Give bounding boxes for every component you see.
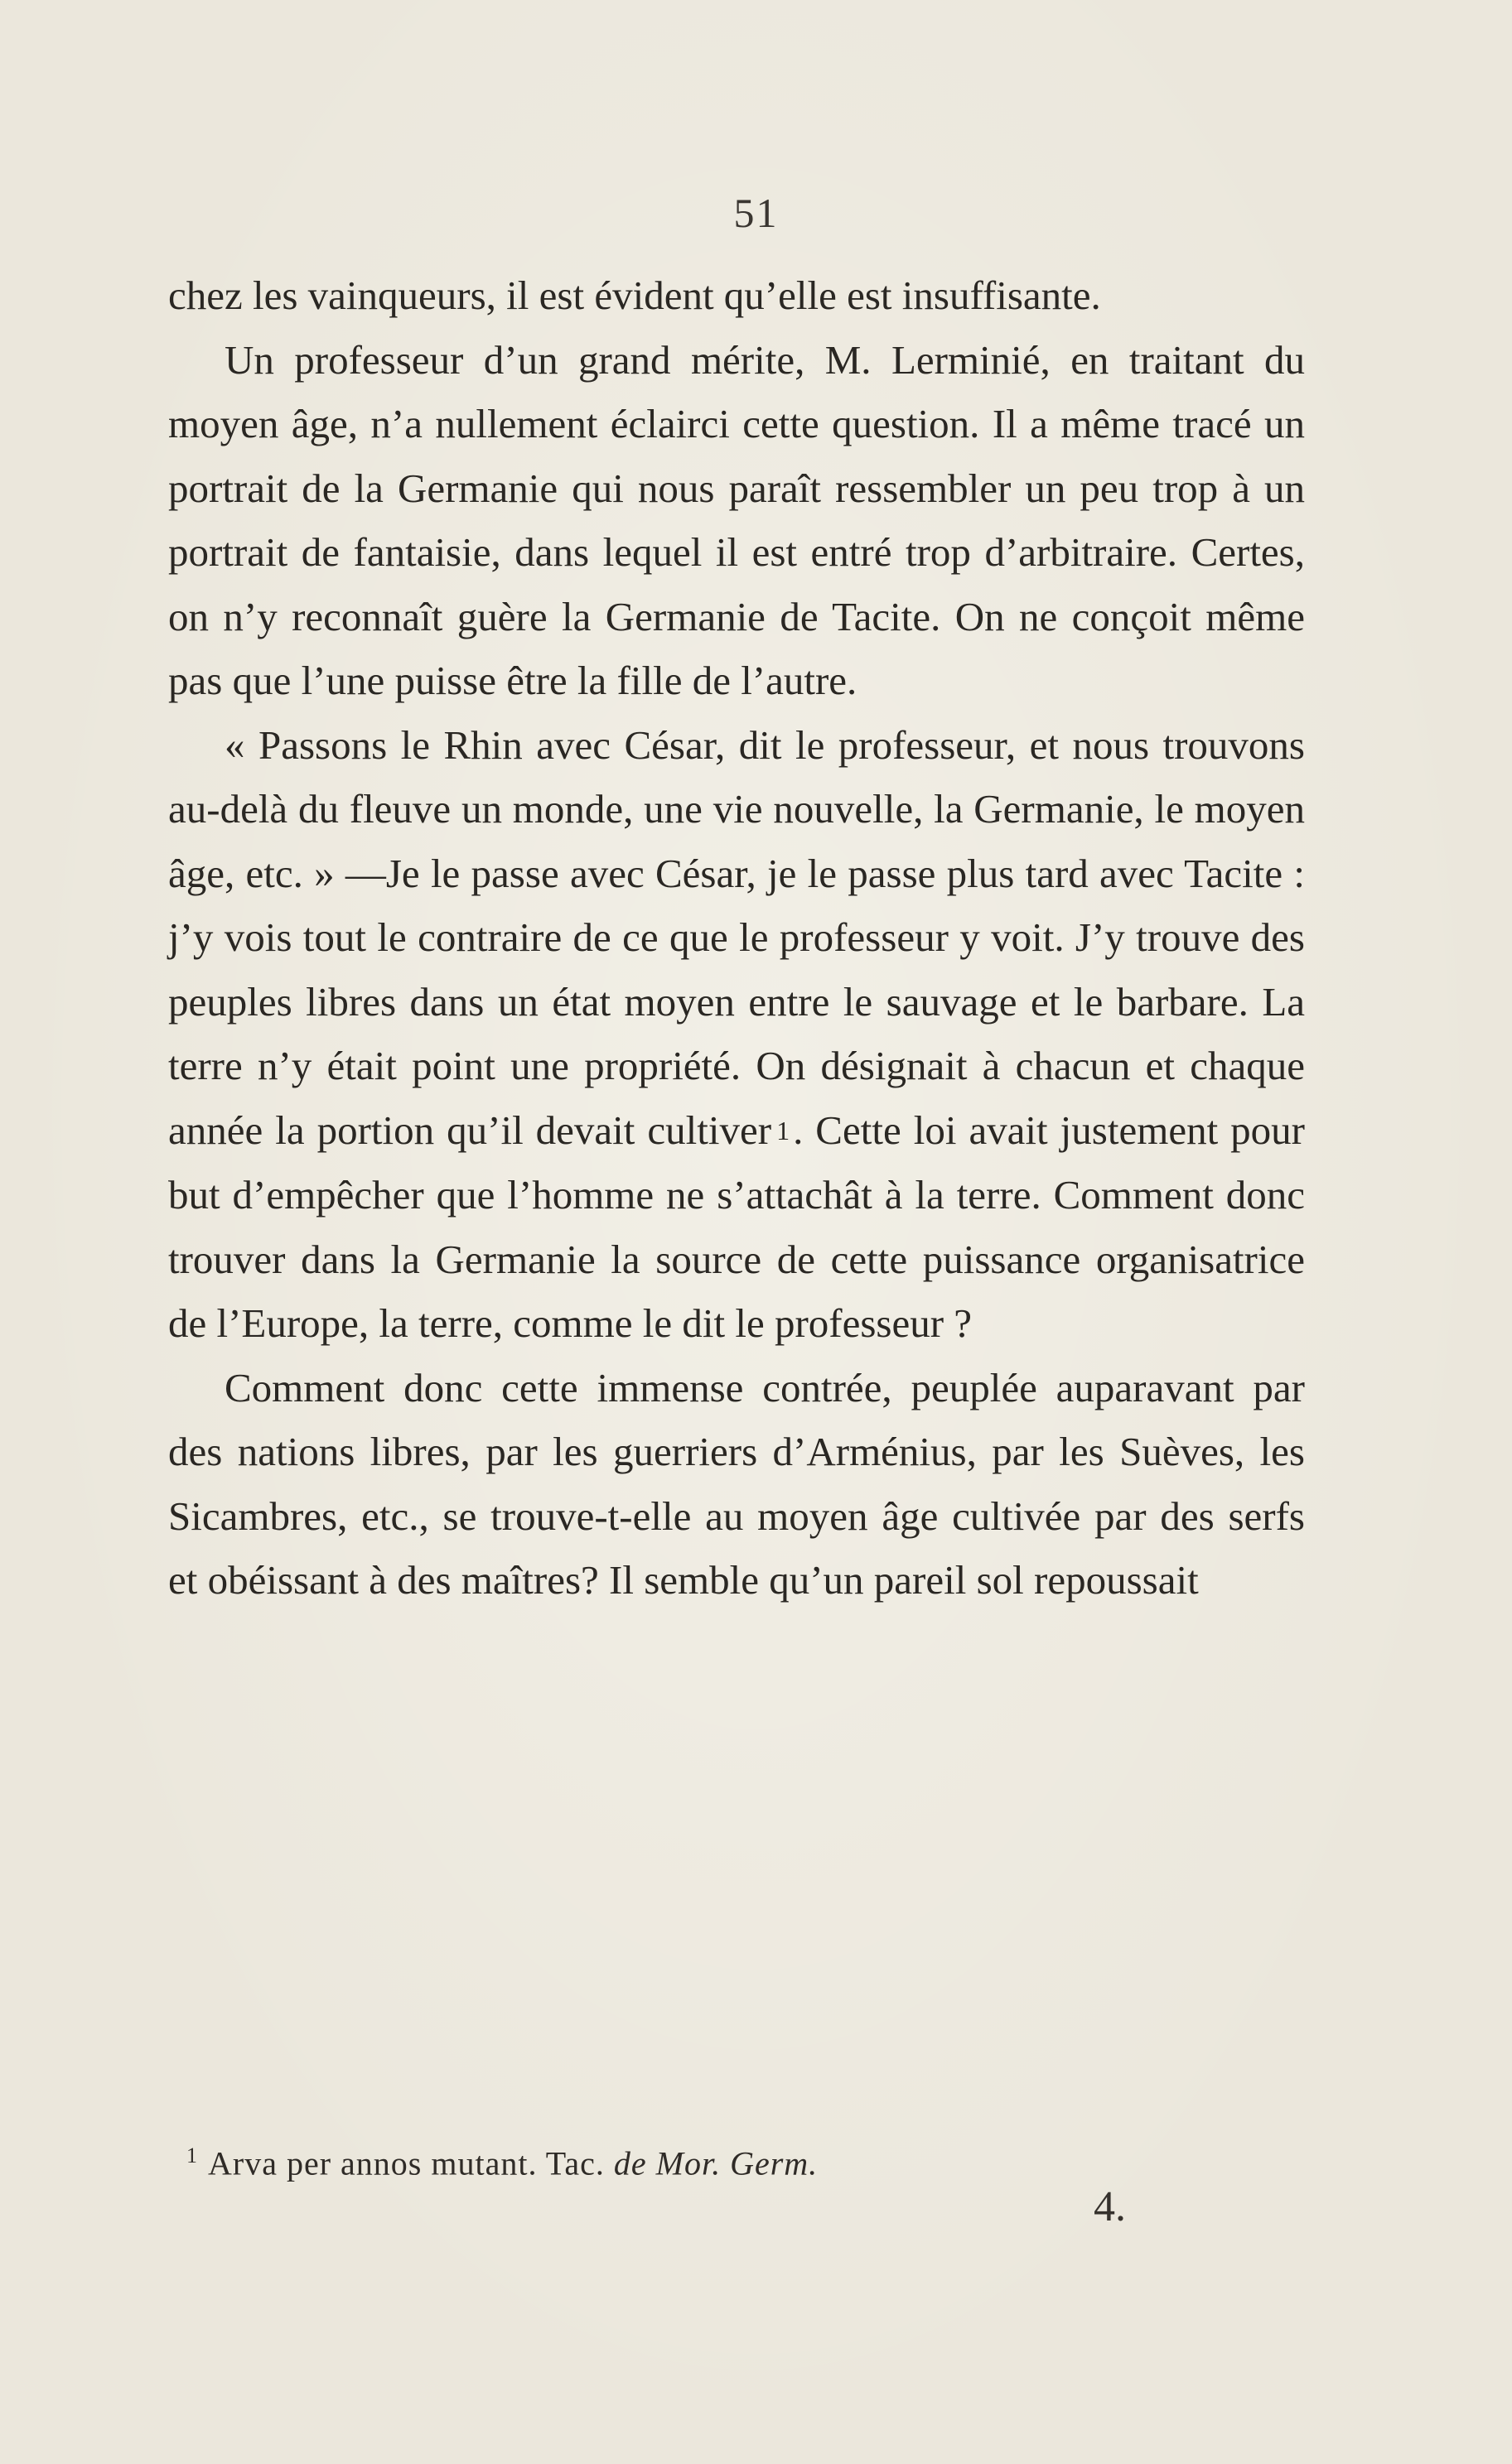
paragraph-2: Un professeur d’un grand mérite, M. Lerminié, en traitant du moyen âge, n’a nullement éclairci cette question. Il a même tracé un portrait de la Germanie qui nous paraît ressembler un peu trop à un portrait de fantaisie, dans lequel il est entré trop d’arbitraire. Certes, on n’y reconnaît guère la Germanie de Tacite. On ne conçoit même pas que l’une puisse être la fille de l’autre. xyxy=(168,336,1305,703)
page-number: 51 xyxy=(733,190,779,236)
body-text xyxy=(168,263,1305,1613)
footnote xyxy=(186,2131,1263,2188)
footnote-reference: 1 xyxy=(776,1115,790,1145)
paragraph-4: Comment donc cette immense contrée, peuplée auparavant par des nations libres, par les guerriers d’Arménius, par les Suèves, les Sicambres, etc., se trouve-t-elle au moyen âge cultivée par des serfs et obéissant à des maîtres? Il semble qu’un pareil sol repoussait xyxy=(168,1364,1305,1603)
paragraph-3-text-b: . Cette loi avait justement pour but d’empêcher que l’homme ne s’attachât à la terre. Comment donc trouver dans la Germanie la source de cette puissance organisatrice de l’Europe, la terre, comme le dit le professeur ? xyxy=(168,1107,1305,1347)
paragraph-3-text-a: « Passons le Rhin avec César, dit le professeur, et nous trouvons au-delà du fleuve un monde, une vie nouvelle, la Germanie, le moyen âge, etc. » —Je le passe avec César, je le passe plus tard avec Tacite : j’y vois tout le contraire de ce que le professeur y voit. J’y trouve des peuples libres dans un état moyen entre le sauvage et le barbare. La terre n’y était point une propriété. On désignait à chacun et chaque année la portion qu’il devait cultiver xyxy=(168,721,1305,1153)
signature-mark: 4. xyxy=(1094,2183,1126,2230)
footnote-text: Arva per annos mutant. Tac. xyxy=(208,2144,605,2182)
footnote-source: de Mor. Germ. xyxy=(613,2144,819,2182)
paragraph-1: chez les vainqueurs, il est évident qu’elle est insuffisante. xyxy=(168,272,1101,318)
footnote-mark: 1 xyxy=(186,2143,198,2167)
paragraph-3 xyxy=(168,713,1305,1356)
